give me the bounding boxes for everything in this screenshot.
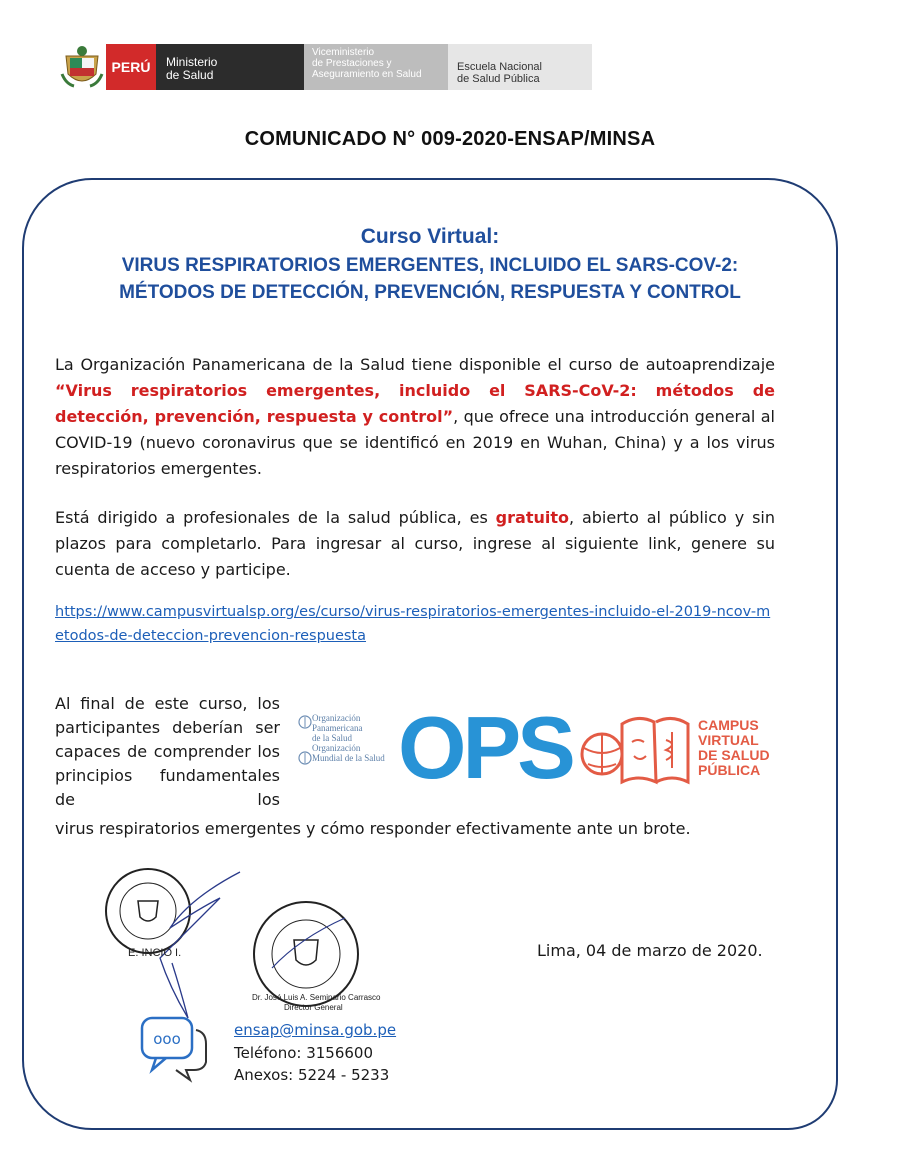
stamp1-label: E. INCIO I. (128, 947, 182, 959)
paragraph-access (55, 505, 775, 583)
course-name-highlight: “Virus respiratorios emergentes, incluido el SARS-CoV-2: métodos de detección, prevención, respuesta y control” (55, 381, 775, 426)
viceministerio-label: Viceministerio de Prestaciones y Aseguramiento en Salud (304, 44, 448, 90)
course-link[interactable]: https://www.campusvirtualsp.org/es/curso/virus-respiratorios-emergentes-incluido-el-2019-ncov-metodos-de-deteccion-prevencion-respuesta (55, 604, 771, 644)
document-title: COMUNICADO N° 009-2020-ENSAP/MINSA (244, 128, 656, 150)
paho-emblem-icon (298, 714, 312, 774)
contact-phone: Teléfono: 3156600 (234, 1044, 374, 1062)
course-title-line1: VIRUS RESPIRATORIOS EMERGENTES, INCLUIDO EL SARS-COV-2: (121, 255, 739, 276)
campus-virtual-logo-text: CAMPUS VIRTUAL DE SALUD PÚBLICA (698, 717, 770, 778)
svg-text:ooo: ooo (153, 1030, 181, 1048)
contact-extensions: Anexos: 5224 - 5233 (234, 1066, 390, 1084)
peru-label: PERÚ (106, 44, 156, 90)
p2-start: Está dirigido a profesionales de la salud pública, es (55, 508, 496, 527)
contact-email-link[interactable]: ensap@minsa.gob.pe (234, 1021, 397, 1039)
institution-header-bar (106, 44, 592, 90)
course-title-line2: MÉTODOS DE DETECCIÓN, PREVENCIÓN, RESPUESTA Y CONTROL (119, 282, 741, 303)
course-label: Curso Virtual: (360, 225, 500, 248)
paragraph-objectives: Al final de este curso, los participantes deberían ser capaces de comprender los principios fundamentales de los (55, 694, 280, 809)
signer-role: Director General (284, 1003, 343, 1012)
content-frame (22, 178, 838, 1130)
paho-logo-text: Organización Panamericana de la Salud Organización Mundial de la Salud (312, 713, 385, 763)
coat-of-arms-icon (60, 44, 104, 90)
ministerio-label: Ministerio de Salud (156, 44, 304, 90)
paragraph-objectives-last-line: virus respiratorios emergentes y cómo responder efectivamente ante un brote. (55, 819, 691, 838)
signer-name: Dr. José Luis A. Seminario Carrasco (252, 993, 381, 1002)
escuela-label: Escuela Nacional de Salud Pública (448, 44, 592, 90)
p2-end: , abierto al público y sin plazos para completarlo. Para ingresar al curso, ingrese al siguiente link, genere su cuenta de acceso y participe. (55, 508, 775, 579)
p1-end: , que ofrece una introducción general al COVID-19 (nuevo coronavirus que se identificó en 2019 en Wuhan, China) y a los virus respiratorios emergentes. (55, 407, 775, 478)
chat-bubble-icon (138, 1014, 210, 1086)
course-title (60, 252, 800, 306)
ops-logo: OPS (398, 698, 572, 797)
p1-start: La Organización Panamericana de la Salud tiene disponible el curso de autoaprendizaje (55, 355, 775, 374)
campus-virtual-icon (578, 712, 696, 792)
free-highlight: gratuito (495, 508, 569, 527)
paragraph-intro (55, 352, 775, 482)
document-date: Lima, 04 de marzo de 2020. (537, 941, 763, 960)
